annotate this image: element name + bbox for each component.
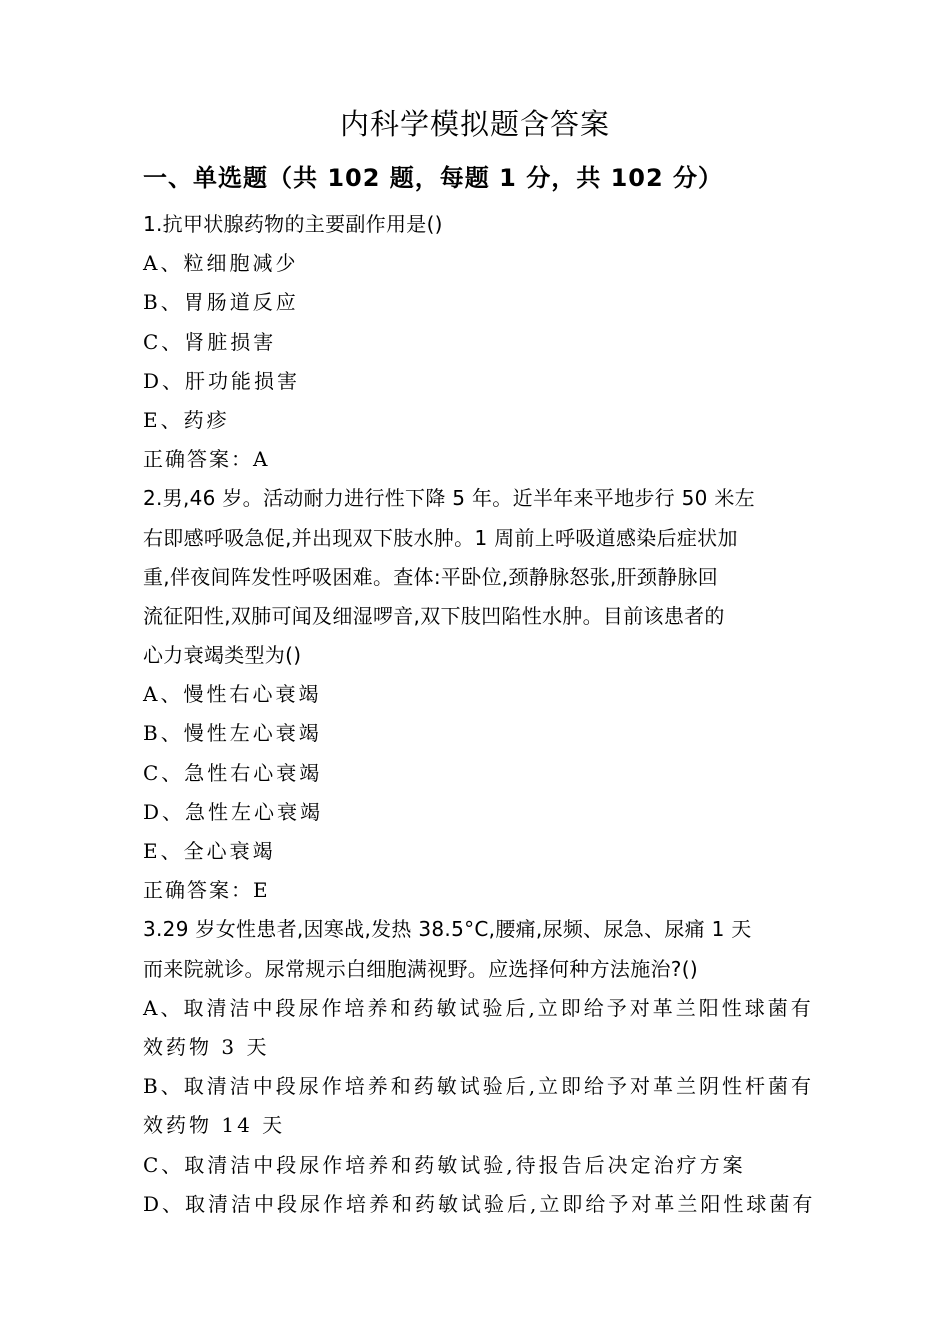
question-stem-line: 重,伴夜间阵发性呼吸困难。查体:平卧位,颈静脉怒张,肝颈静脉回 xyxy=(143,564,719,589)
option-b: B、胃肠道反应 xyxy=(143,290,299,315)
question-stem-line: 而来院就诊。尿常规示白细胞满视野。应选择何种方法施治?() xyxy=(143,956,698,981)
option-d: D、取清洁中段尿作培养和药敏试验后,立即给予对革兰阳性球菌有 xyxy=(143,1191,816,1216)
option-d: D、肝功能损害 xyxy=(143,368,301,393)
option-c: C、取清洁中段尿作培养和药敏试验,待报告后决定治疗方案 xyxy=(143,1152,746,1177)
option-e: E、药疹 xyxy=(143,407,230,432)
question-stem-line: 心力衰竭类型为() xyxy=(143,643,302,668)
correct-answer: 正确答案：A xyxy=(143,447,270,472)
option-b: B、慢性左心衰竭 xyxy=(143,721,322,746)
option-d: D、急性左心衰竭 xyxy=(143,799,324,824)
document-title: 内科学模拟题含答案 xyxy=(339,107,610,141)
option-b: B、取清洁中段尿作培养和药敏试验后,立即给予对革兰阴性杆菌有 xyxy=(143,1074,815,1099)
question-1 xyxy=(143,205,813,479)
option-e: E、全心衰竭 xyxy=(143,839,276,863)
option-b-continued: 效药物 14 天 xyxy=(143,1113,286,1138)
question-2 xyxy=(143,479,813,910)
option-a: A、慢性右心衰竭 xyxy=(143,682,322,707)
question-stem-line: 3.29 岁女性患者,因寒战,发热 38.5°C,腰痛,尿频、尿急、尿痛 1 天 xyxy=(143,917,752,942)
question-3 xyxy=(143,910,816,1224)
correct-answer: 正确答案：E xyxy=(143,878,270,903)
question-stem-line: 1.抗甲状腺药物的主要副作用是() xyxy=(143,212,443,236)
question-list xyxy=(143,205,816,1224)
option-c: C、肾脏损害 xyxy=(143,329,277,354)
option-a-continued: 效药物 3 天 xyxy=(143,1034,270,1059)
question-stem-line: 2.男,46 岁。活动耐力进行性下降 5 年。近半年来平地步行 50 米左 xyxy=(143,486,755,511)
option-c: C、急性右心衰竭 xyxy=(143,760,323,785)
question-stem-line: 流征阳性,双肺可闻及细湿啰音,双下肢凹陷性水肿。目前该患者的 xyxy=(143,603,725,628)
option-a: A、粒细胞减少 xyxy=(143,251,299,276)
section-heading: 一、单选题（共 102 题，每题 1 分，共 102 分） xyxy=(143,164,724,192)
question-stem-line: 右即感呼吸急促,并出现双下肢水肿。1 周前上呼吸道感染后症状加 xyxy=(143,525,738,550)
option-a: A、取清洁中段尿作培养和药敏试验后,立即给予对革兰阳性球菌有 xyxy=(143,995,814,1020)
